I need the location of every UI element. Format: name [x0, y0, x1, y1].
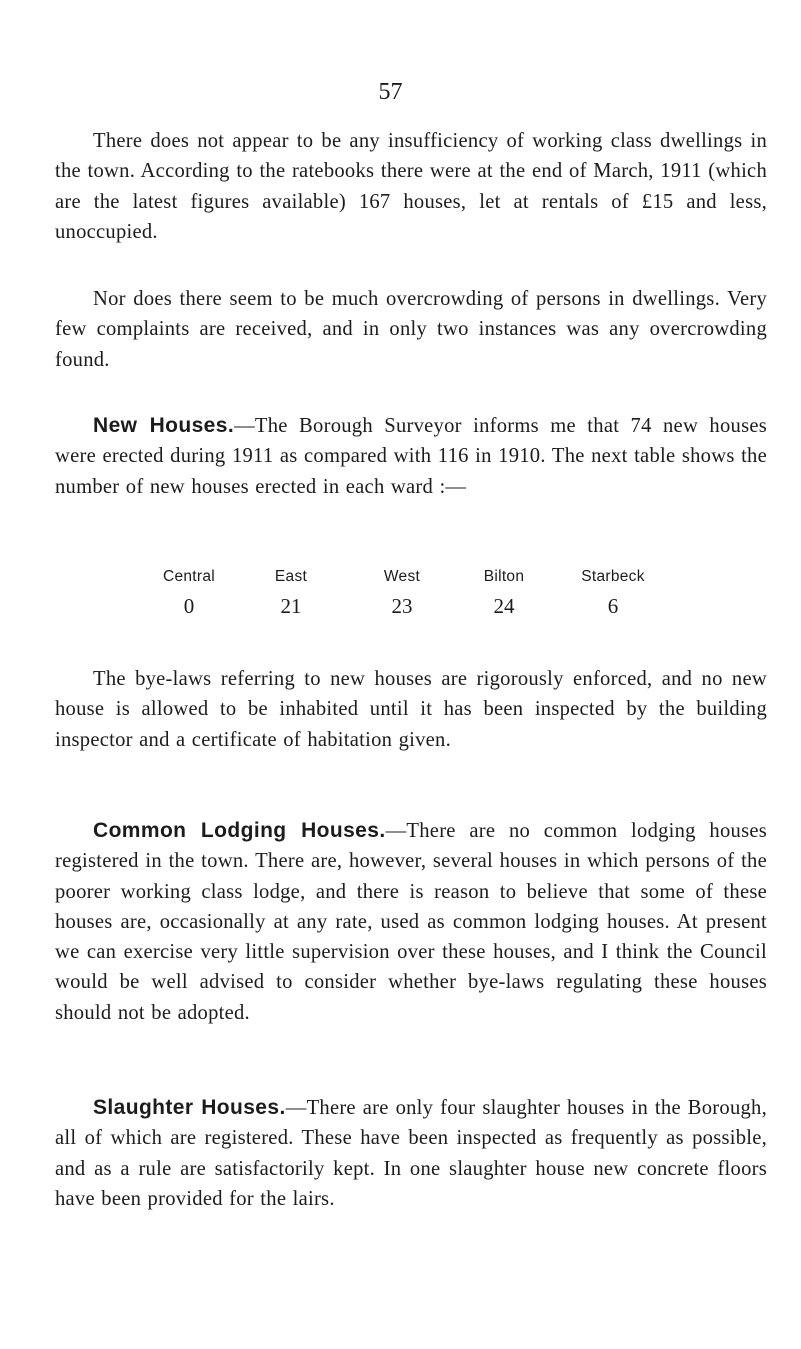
section-common-lodging-houses: [55, 816, 767, 1028]
ward-name-bilton: Bilton: [483, 568, 525, 585]
ward-name-east: East: [274, 568, 308, 585]
ward-name-central: Central: [162, 568, 216, 585]
ward-name-starbeck: Starbeck: [581, 568, 645, 585]
ward-count-west: 23: [391, 594, 413, 618]
ward-name-west: West: [383, 568, 421, 585]
paragraph-bye-laws: [55, 664, 767, 755]
paragraph-text: Nor does there seem to be much overcrowding of persons in dwellings. Very few complaints are received, and in only two instances was any overcrowding found.: [55, 288, 767, 371]
paragraph-text: The bye-laws referring to new houses are rigorously enforced, and no new house is allowed to be inhabited until it has been inspected by the building inspector and a certificate of habitation given.: [55, 668, 767, 751]
section-heading-new-houses: New Houses.: [93, 414, 235, 437]
section-heading-common-lodging-houses: Common Lodging Houses.: [93, 819, 386, 842]
section-heading-slaughter-houses: Slaughter Houses.: [93, 1096, 286, 1119]
section-slaughter-houses: [55, 1093, 767, 1214]
section-text: —The Borough Surveyor informs me that 74 new houses were erected during 1911 as compared with 116 in 1910. The next table shows the number of new houses erected in each ward :—: [55, 415, 767, 498]
ward-counts-row: [148, 594, 648, 618]
ward-names-row: [148, 566, 648, 590]
section-new-houses: [55, 411, 767, 502]
ward-count-starbeck: 6: [607, 594, 619, 618]
paragraph-text: There does not appear to be any insufficiency of working class dwellings in the town. According to the ratebooks there were at the end of March, 1911 (which are the latest figures available) 167 houses, let at rentals of £15 and less, unoccupied.: [55, 130, 767, 243]
ward-count-bilton: 24: [493, 594, 515, 618]
section-text: —There are only four slaughter houses in the Borough, all of which are registered. These have been inspected as frequently as possible, and as a rule are satisfactorily kept. In one slaughter house new concrete floors have been provided for the lairs.: [55, 1097, 767, 1210]
paragraph-working-class-dwellings: [55, 126, 767, 247]
section-text: —There are no common lodging houses registered in the town. There are, however, several houses in which persons of the poorer working class lodge, and there is reason to believe that some of these houses are, occasionally at any rate, used as common lodging houses. At present we can exercise very little supervision over these houses, and I think the Council would be well advised to consider whether bye-laws regulating these houses should not be adopted.: [55, 820, 767, 1024]
ward-count-central: 0: [183, 594, 195, 618]
ward-table: [148, 566, 648, 618]
page-number: 57: [378, 79, 403, 105]
paragraph-overcrowding: [55, 284, 767, 375]
ward-count-east: 21: [280, 594, 302, 618]
